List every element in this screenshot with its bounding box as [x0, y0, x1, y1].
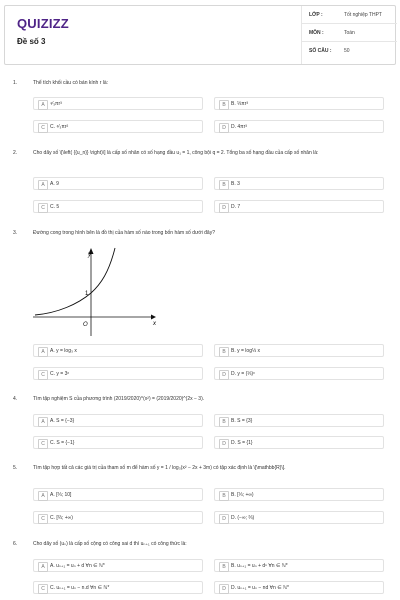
question-text: Thể tích khối cầu có bán kính r là: — [33, 80, 109, 86]
option-a[interactable] — [33, 488, 203, 501]
option-d[interactable] — [214, 367, 384, 380]
option-letter: C — [38, 203, 48, 213]
option-c[interactable] — [33, 120, 203, 133]
option-text: B. [⅓; +∞) — [231, 492, 254, 498]
info-label: MÔN : — [309, 30, 324, 36]
exam-info-box — [301, 6, 397, 64]
option-c[interactable] — [33, 200, 203, 213]
option-d[interactable] — [214, 436, 384, 449]
option-text: B. ⅓πr³ — [231, 101, 249, 107]
question-text: Cho dãy số (uₙ) là cấp số cộng có công sai d thì uₙ₊₁ có công thức là: — [33, 541, 187, 547]
exponential-graph — [33, 246, 158, 336]
question-number: 2. — [13, 150, 18, 156]
option-text: C. S = {−1} — [50, 440, 75, 446]
x-axis-arrow — [151, 315, 156, 320]
option-a[interactable] — [33, 414, 203, 427]
option-text: B. uₙ₊₁ = uₙ + dⁿ ∀n ∈ ℕ* — [231, 563, 288, 569]
option-text: B. 3 — [231, 181, 240, 187]
option-letter: B — [219, 347, 229, 357]
question-number: 1. — [13, 80, 18, 86]
option-letter: A — [38, 417, 48, 427]
option-text: D. 4πr³ — [231, 124, 247, 130]
option-letter: B — [219, 562, 229, 572]
option-d[interactable] — [214, 200, 384, 213]
y-label: y — [88, 252, 91, 258]
option-letter: A — [38, 491, 48, 501]
info-row-class — [302, 6, 397, 24]
option-text: D. S = {1} — [231, 440, 253, 446]
question-text: Tìm tập hợp tất cả các giá trị của tham số m để hàm số y = 1 / log₃(x² − 2x + 3m) có tập xác định là \[\mathbb{R}\]. — [33, 465, 286, 471]
tick-label: 1 — [85, 291, 89, 297]
option-text: C. ⁴⁄₃πr² — [50, 124, 69, 130]
curve — [35, 248, 115, 315]
info-value: Toán — [344, 30, 355, 36]
option-letter: B — [219, 100, 229, 110]
option-text: ⁴⁄₃πr³ — [50, 101, 62, 107]
origin-label: O — [83, 322, 88, 328]
option-letter: B — [219, 417, 229, 427]
option-text: B. y = log⅓ x — [231, 348, 261, 354]
quiz-header — [4, 5, 396, 65]
option-c[interactable] — [33, 367, 203, 380]
option-letter: D — [219, 123, 229, 133]
option-letter: D — [219, 584, 229, 594]
option-text: A. uₙ₊₁ = uₙ + d ∀n ∈ ℕ* — [50, 563, 105, 569]
question-number: 5. — [13, 465, 18, 471]
option-letter: A — [38, 100, 48, 110]
question-text: Tìm tập nghiệm S của phương trình (2019/2020)^(x²) = (2019/2020)^(2x − 3). — [33, 396, 205, 402]
option-d[interactable] — [214, 581, 384, 594]
option-text: A. y = log₃ x — [50, 348, 77, 354]
option-b[interactable] — [214, 97, 384, 110]
option-b[interactable] — [214, 488, 384, 501]
question-text: Cho dãy số \[\left( {{u_n}} \right)\] là cấp số nhân có số hạng đầu u₁ = 1, công bội q = 2. Tổng ba số hạng đầu của cấp số nhân là: — [33, 150, 319, 156]
option-a[interactable] — [33, 97, 203, 110]
option-text: A. 9 — [50, 181, 59, 187]
option-letter: D — [219, 514, 229, 524]
option-a[interactable] — [33, 559, 203, 572]
question-number: 6. — [13, 541, 18, 547]
info-label: LỚP : — [309, 12, 323, 18]
option-letter: D — [219, 370, 229, 380]
option-text: B. S = {3} — [231, 418, 253, 424]
question-number: 3. — [13, 230, 18, 236]
x-label: x — [153, 321, 156, 327]
option-a[interactable] — [33, 344, 203, 357]
question-number: 4. — [13, 396, 18, 402]
info-label: SỐ CÂU : — [309, 48, 332, 54]
option-letter: D — [219, 203, 229, 213]
info-row-subject — [302, 24, 397, 42]
option-letter: C — [38, 123, 48, 133]
option-b[interactable] — [214, 344, 384, 357]
option-b[interactable] — [214, 559, 384, 572]
option-d[interactable] — [214, 120, 384, 133]
option-text: D. (−∞; ⅔) — [231, 515, 255, 521]
option-a[interactable] — [33, 177, 203, 190]
option-d[interactable] — [214, 511, 384, 524]
option-letter: B — [219, 180, 229, 190]
option-text: D. uₙ₊₁ = uₙ − nd ∀n ∈ ℕ* — [231, 585, 289, 591]
option-text: C. 5 — [50, 204, 60, 210]
option-letter: C — [38, 370, 48, 380]
option-text: C. y = 3ˣ — [50, 371, 70, 377]
option-letter: C — [38, 439, 48, 449]
option-letter: C — [38, 584, 48, 594]
info-row-question-count — [302, 42, 397, 59]
option-c[interactable] — [33, 581, 203, 594]
option-b[interactable] — [214, 414, 384, 427]
option-text: D. 7 — [231, 204, 241, 210]
info-value: Tốt nghiệp THPT — [344, 12, 382, 18]
option-b[interactable] — [214, 177, 384, 190]
option-letter: C — [38, 514, 48, 524]
quizizz-logo: QUIZIZZ — [17, 16, 69, 31]
info-value: 50 — [344, 48, 350, 54]
option-letter: A — [38, 562, 48, 572]
option-letter: A — [38, 180, 48, 190]
option-letter: D — [219, 439, 229, 449]
option-letter: A — [38, 347, 48, 357]
question-text: Đường cong trong hình bên là đồ thị của hàm số nào trong bốn hàm số dưới đây? — [33, 230, 215, 236]
option-c[interactable] — [33, 436, 203, 449]
option-text: C. uₙ₊₁ = uₙ − n.d ∀n ∈ ℕ* — [50, 585, 110, 591]
option-c[interactable] — [33, 511, 203, 524]
exam-title: Đề số 3 — [17, 37, 46, 46]
option-text: D. y = (⅓)ˣ — [231, 371, 255, 377]
option-text: A. S = {−3} — [50, 418, 75, 424]
option-letter: B — [219, 491, 229, 501]
option-text: A. [⅔; 10] — [50, 492, 72, 498]
option-text: C. [⅔; +∞) — [50, 515, 73, 521]
